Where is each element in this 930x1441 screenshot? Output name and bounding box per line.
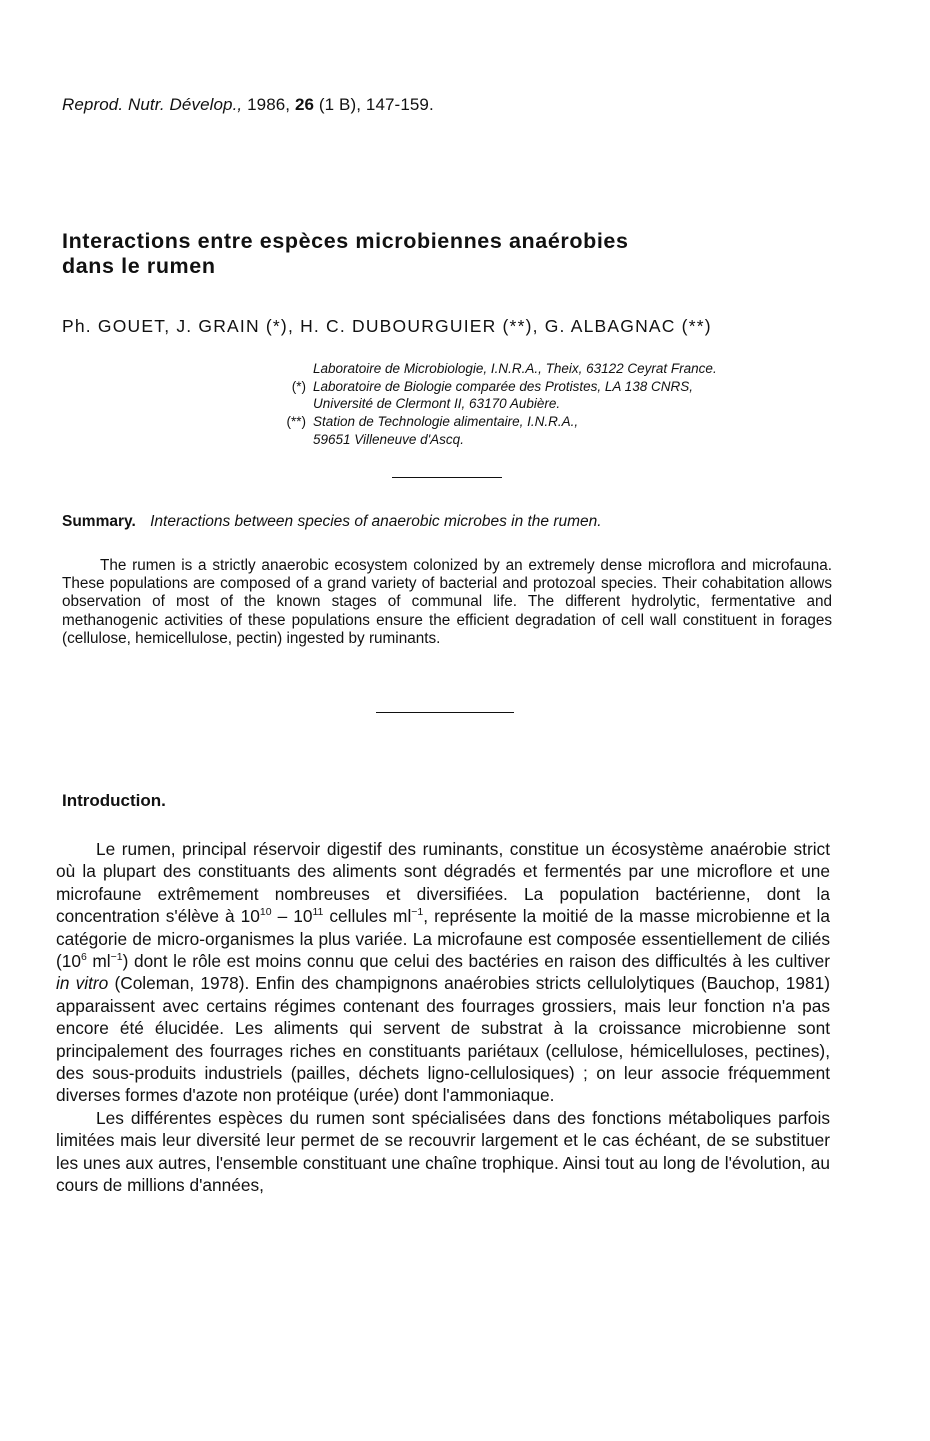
superscript: −1: [110, 951, 123, 964]
superscript: 6: [80, 951, 87, 964]
introduction-heading: Introduction.: [62, 791, 166, 810]
summary-heading: [62, 513, 602, 531]
summary-body: [62, 557, 832, 648]
affiliation-3: [268, 413, 868, 448]
affiliation-line: Station de Technologie alimentaire, I.N.R.A.,: [313, 414, 579, 430]
text-run: Le rumen, principal réservoir digestif des ruminants, constitue un écosystème anaérobie strict où la plupart des constituants des aliments sont dégradés et fermentés par une microflore et une microfaune extrêmement nombreuses et diversifiées. La population bactérienne, dont la concentration s'élève à 10: [56, 839, 830, 927]
text-run: (Coleman, 1978). Enfin des champignons anaérobies stricts cellulolytiques (Bauchop, 1981) apparaissent avec certains régimes contenant des fourrages grossiers, mais leur fonction n'a pas encore été élucidée. Les aliments qui servent de substrat à la croissance microbienne sont principalement des fourrages riches en constituants pariétaux (cellulose, hémicelluloses, pectines), des sous-produits industriels (pailles, déchets ligno-cellulosiques) ; on leur associe fréquemment diverses formes d'azote non protéique (urée) dont l'ammoniaque.: [56, 973, 830, 1106]
text-run: – 10: [271, 906, 313, 927]
affiliation-mark: (**): [286, 414, 306, 430]
superscript: −1: [411, 906, 424, 919]
affiliation-line: Université de Clermont II, 63170 Aubière.: [313, 396, 561, 412]
text-run: ml: [86, 951, 111, 972]
text-run: cellules ml: [323, 906, 412, 927]
affiliation-1: [268, 360, 868, 378]
title-line-2: dans le rumen: [62, 254, 216, 278]
introduction-body: [56, 838, 830, 1197]
journal-issue-pages: (1 B), 147-159.: [318, 95, 434, 114]
article-title: [62, 229, 842, 279]
affiliation-line: Laboratoire de Microbiologie, I.N.R.A., Theix, 63122 Ceyrat France.: [313, 361, 717, 376]
affiliation-line: Laboratoire de Biologie comparée des Protistes, LA 138 CNRS,: [313, 378, 693, 394]
introduction-paragraph-1: [56, 838, 830, 1107]
summary-label: Summary.: [62, 513, 136, 530]
italic-term: in vitro: [56, 973, 109, 994]
section-divider: [392, 477, 502, 478]
title-line-1: Interactions entre espèces microbiennes anaérobies: [62, 229, 629, 253]
journal-name: Reprod. Nutr. Dévelop.,: [62, 95, 243, 114]
affiliation-line: 59651 Villeneuve d'Ascq.: [313, 431, 464, 447]
text-run: , représente la moitié de la masse microbienne et la catégorie de micro-organismes la plus variée. La microfaune est composée essentiellement de ciliés (10: [56, 906, 830, 972]
affiliation-2: [268, 378, 868, 413]
section-divider: [376, 712, 514, 713]
affiliations: [268, 360, 868, 449]
superscript: 10: [259, 906, 272, 919]
author-list: Ph. GOUET, J. GRAIN (*), H. C. DUBOURGUIER (**), G. ALBAGNAC (**): [62, 316, 712, 336]
journal-citation: [62, 95, 434, 115]
text-run: ) dont le rôle est moins connu que celui des bactéries en raison des difficultés à les cultiver: [122, 951, 830, 972]
summary-subtitle: Interactions between species of anaerobic microbes in the rumen.: [150, 513, 602, 530]
affiliation-mark: (*): [291, 378, 306, 394]
summary-paragraph: The rumen is a strictly anaerobic ecosystem colonized by an extremely dense microflora and microfauna. These populations are composed of a grand variety of bacterial and protozoal species. Their cohabitation allows observation of most of the known stages of communal life. The different hydrolytic, fermentative and methanogenic activities of these populations ensure the efficient degradation of cell wall constituent in forages (cellulose, hemicellulose, pectin) ingested by ruminants.: [62, 557, 832, 647]
journal-volume: 26: [294, 95, 315, 114]
introduction-paragraph-2: Les différentes espèces du rumen sont spécialisées dans des fonctions métaboliques parfois limitées mais leur diversité leur permet de se recouvrir largement et le cas échéant, de se substituer les unes aux autres, l'ensemble constituant une chaîne trophique. Ainsi tout au long de l'évolution, au cours de millions d'années,: [56, 1107, 830, 1196]
superscript: 11: [312, 906, 324, 919]
journal-year: 1986,: [247, 95, 291, 114]
